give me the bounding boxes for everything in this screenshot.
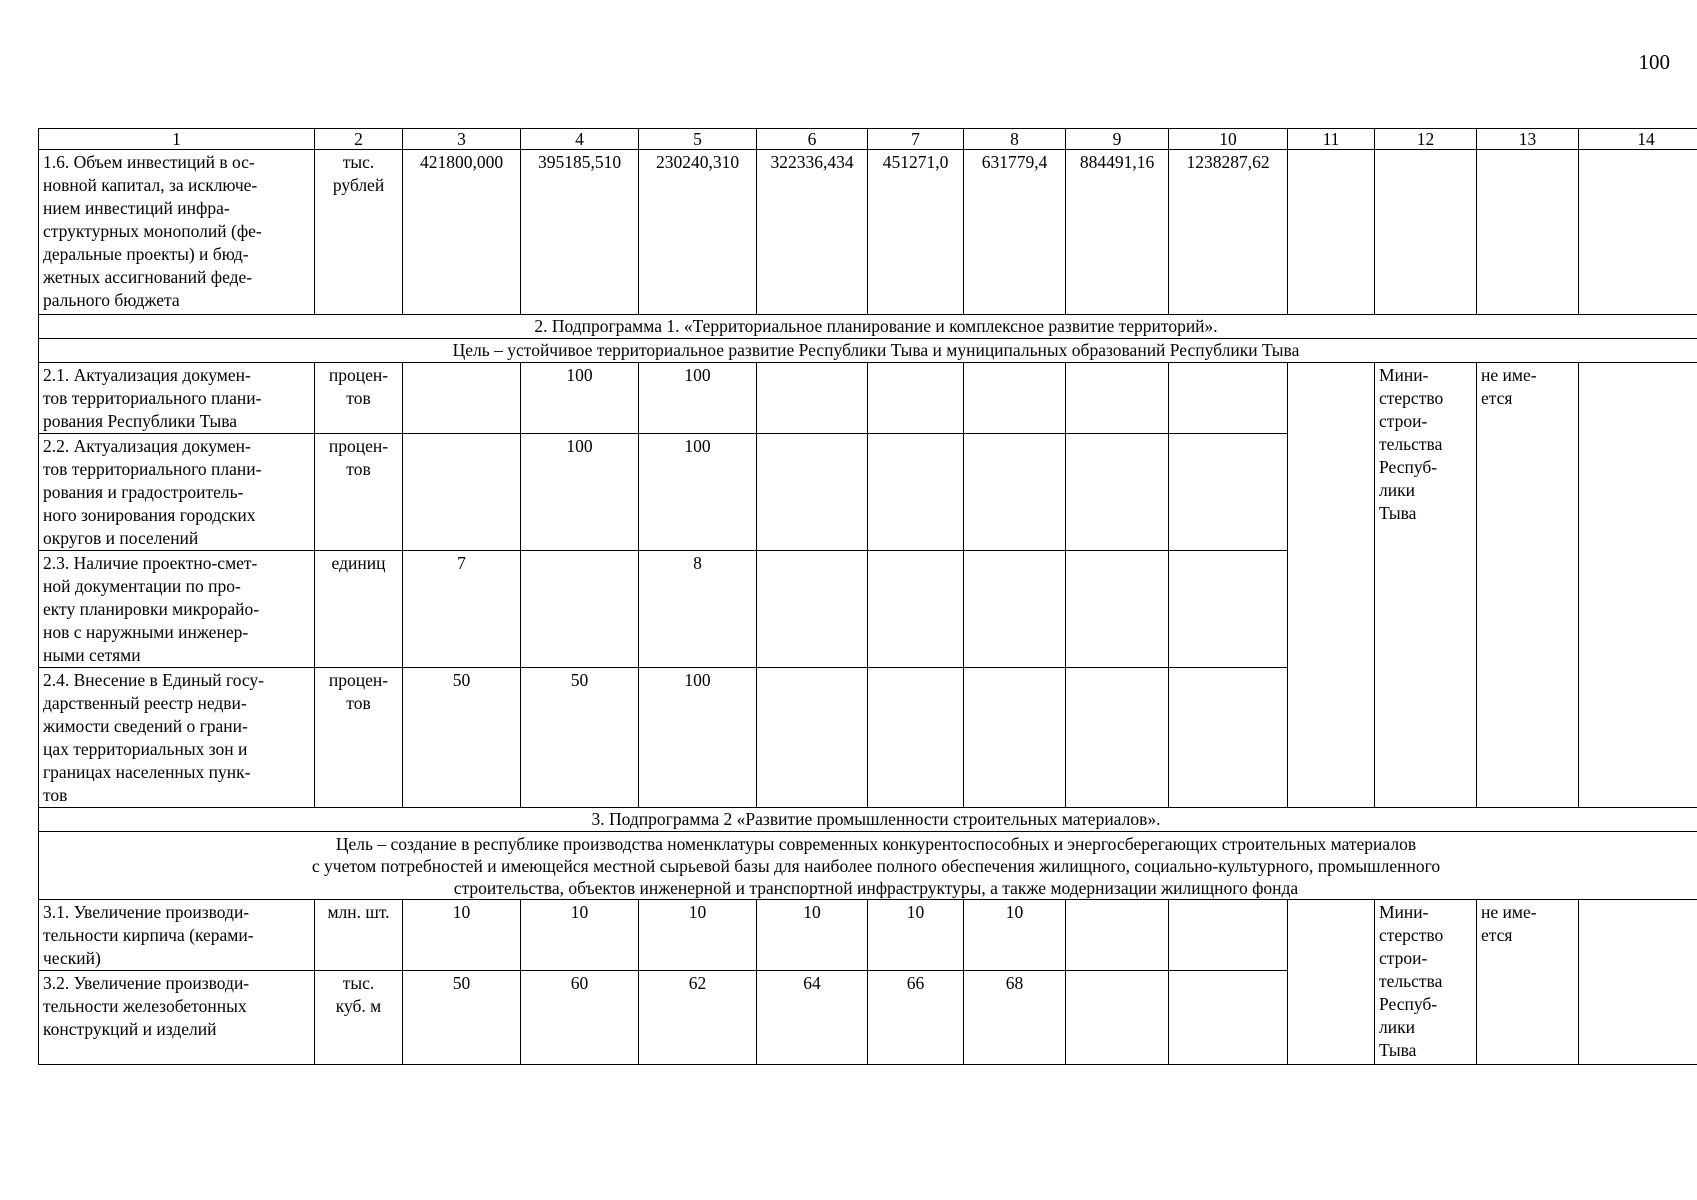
value-cell <box>868 363 964 434</box>
funding-source: не име- ется <box>1477 900 1579 1065</box>
column-numbers-row <box>39 129 1697 150</box>
value-cell: 884491,16 <box>1066 150 1169 315</box>
header-cell: 6 <box>757 129 868 150</box>
value-cell: 66 <box>868 971 964 1065</box>
table-row <box>39 900 1697 971</box>
empty-cell <box>1477 150 1579 315</box>
indicator-name: 2.2. Актуализация докумен- тов территориального плани- рования и градостроитель- ного зонирования городских округов и поселений <box>39 434 315 551</box>
empty-cell <box>1375 150 1477 315</box>
value-cell <box>1169 900 1288 971</box>
value-cell <box>757 434 868 551</box>
section-title: 2. Подпрограмма 1. «Территориальное планирование и комплексное развитие территорий». <box>39 315 1697 339</box>
value-cell: 68 <box>964 971 1066 1065</box>
indicator-name: 2.3. Наличие проектно-смет- ной документации по про- екту планировки микрорайо- нов с наружными инженер- ными сетями <box>39 551 315 668</box>
value-cell <box>868 551 964 668</box>
responsible-executor: Мини- стерство строи- тельства Респуб- лики Тыва <box>1375 900 1477 1065</box>
indicator-unit: тыс. рублей <box>315 150 403 315</box>
indicator-name: 1.6. Объем инвестиций в ос- новной капитал, за исключе- нием инвестиций инфра- структурных монополий (фе- деральные проекты) и бюд- жетных ассигнований феде- рального бюджета <box>39 150 315 315</box>
indicator-unit: единиц <box>315 551 403 668</box>
value-cell <box>1066 668 1169 808</box>
header-cell: 2 <box>315 129 403 150</box>
empty-cell <box>1288 363 1375 808</box>
table-row <box>39 150 1697 315</box>
section-title-row <box>39 808 1697 832</box>
value-cell: 421800,000 <box>403 150 521 315</box>
value-cell: 100 <box>521 363 639 434</box>
indicators-table <box>38 128 1697 1065</box>
section-title: 3. Подпрограмма 2 «Развитие промышленности строительных материалов». <box>39 808 1697 832</box>
value-cell <box>964 363 1066 434</box>
empty-cell <box>1579 363 1697 808</box>
page-number: 100 <box>1638 50 1670 74</box>
value-cell: 60 <box>521 971 639 1065</box>
value-cell: 8 <box>639 551 757 668</box>
value-cell: 10 <box>868 900 964 971</box>
value-cell <box>964 551 1066 668</box>
header-cell: 3 <box>403 129 521 150</box>
value-cell <box>1066 363 1169 434</box>
value-cell <box>1066 434 1169 551</box>
value-cell: 10 <box>521 900 639 971</box>
value-cell: 631779,4 <box>964 150 1066 315</box>
indicator-name: 3.2. Увеличение производи- тельности железобетонных конструкций и изделий <box>39 971 315 1065</box>
value-cell: 50 <box>521 668 639 808</box>
value-cell: 322336,434 <box>757 150 868 315</box>
header-cell: 5 <box>639 129 757 150</box>
value-cell <box>1169 363 1288 434</box>
value-cell: 64 <box>757 971 868 1065</box>
goal-row <box>39 339 1697 363</box>
section-goal: Цель – устойчивое территориальное развитие Республики Тыва и муниципальных образований Республики Тыва <box>39 339 1697 363</box>
empty-cell <box>1579 900 1697 1065</box>
value-cell <box>403 363 521 434</box>
value-cell: 100 <box>521 434 639 551</box>
value-cell <box>868 668 964 808</box>
header-cell: 1 <box>39 129 315 150</box>
header-cell: 8 <box>964 129 1066 150</box>
value-cell <box>757 551 868 668</box>
value-cell: 451271,0 <box>868 150 964 315</box>
empty-cell <box>1579 150 1697 315</box>
empty-cell <box>1288 900 1375 1065</box>
value-cell <box>964 668 1066 808</box>
value-cell: 50 <box>403 971 521 1065</box>
value-cell: 10 <box>757 900 868 971</box>
header-cell: 12 <box>1375 129 1477 150</box>
indicator-name: 3.1. Увеличение производи- тельности кирпича (керами- ческий) <box>39 900 315 971</box>
indicator-name: 2.4. Внесение в Единый госу- дарственный реестр недви- жимости сведений о грани- цах территориальных зон и границах населенных пунк- тов <box>39 668 315 808</box>
value-cell <box>757 668 868 808</box>
value-cell: 100 <box>639 363 757 434</box>
value-cell <box>964 434 1066 551</box>
header-cell: 14 <box>1579 129 1697 150</box>
value-cell: 10 <box>639 900 757 971</box>
header-cell: 9 <box>1066 129 1169 150</box>
value-cell <box>1066 551 1169 668</box>
value-cell <box>868 434 964 551</box>
header-cell: 7 <box>868 129 964 150</box>
value-cell: 50 <box>403 668 521 808</box>
responsible-executor: Мини- стерство строи- тельства Респуб- лики Тыва <box>1375 363 1477 808</box>
funding-source: не име- ется <box>1477 363 1579 808</box>
value-cell: 10 <box>403 900 521 971</box>
table-row <box>39 363 1697 434</box>
header-cell: 13 <box>1477 129 1579 150</box>
value-cell <box>1066 900 1169 971</box>
value-cell <box>521 551 639 668</box>
header-cell: 4 <box>521 129 639 150</box>
header-cell: 10 <box>1169 129 1288 150</box>
value-cell <box>757 363 868 434</box>
goal-row <box>39 832 1697 900</box>
value-cell: 100 <box>639 668 757 808</box>
value-cell: 62 <box>639 971 757 1065</box>
value-cell <box>403 434 521 551</box>
empty-cell <box>1288 150 1375 315</box>
value-cell <box>1169 434 1288 551</box>
value-cell <box>1169 971 1288 1065</box>
indicator-unit: процен- тов <box>315 668 403 808</box>
value-cell: 10 <box>964 900 1066 971</box>
section-title-row <box>39 315 1697 339</box>
header-cell: 11 <box>1288 129 1375 150</box>
indicator-unit: тыс. куб. м <box>315 971 403 1065</box>
indicator-unit: процен- тов <box>315 434 403 551</box>
value-cell <box>1066 971 1169 1065</box>
indicator-name: 2.1. Актуализация докумен- тов территориального плани- рования Республики Тыва <box>39 363 315 434</box>
value-cell: 230240,310 <box>639 150 757 315</box>
indicator-unit: процен- тов <box>315 363 403 434</box>
value-cell: 7 <box>403 551 521 668</box>
value-cell <box>1169 551 1288 668</box>
value-cell: 395185,510 <box>521 150 639 315</box>
value-cell: 1238287,62 <box>1169 150 1288 315</box>
section-goal: Цель – создание в республике производства номенклатуры современных конкурентоспособных и энергосберегающих строительных материалов с учетом потребностей и имеющейся местной сырьевой базы для наиболее полного обеспечения жилищного, социально-культурного, промышленного строительства, объектов инженерной и транспортной инфраструктуры, а также модернизации жилищного фонда <box>39 832 1697 900</box>
value-cell <box>1169 668 1288 808</box>
value-cell: 100 <box>639 434 757 551</box>
indicator-unit: млн. шт. <box>315 900 403 971</box>
